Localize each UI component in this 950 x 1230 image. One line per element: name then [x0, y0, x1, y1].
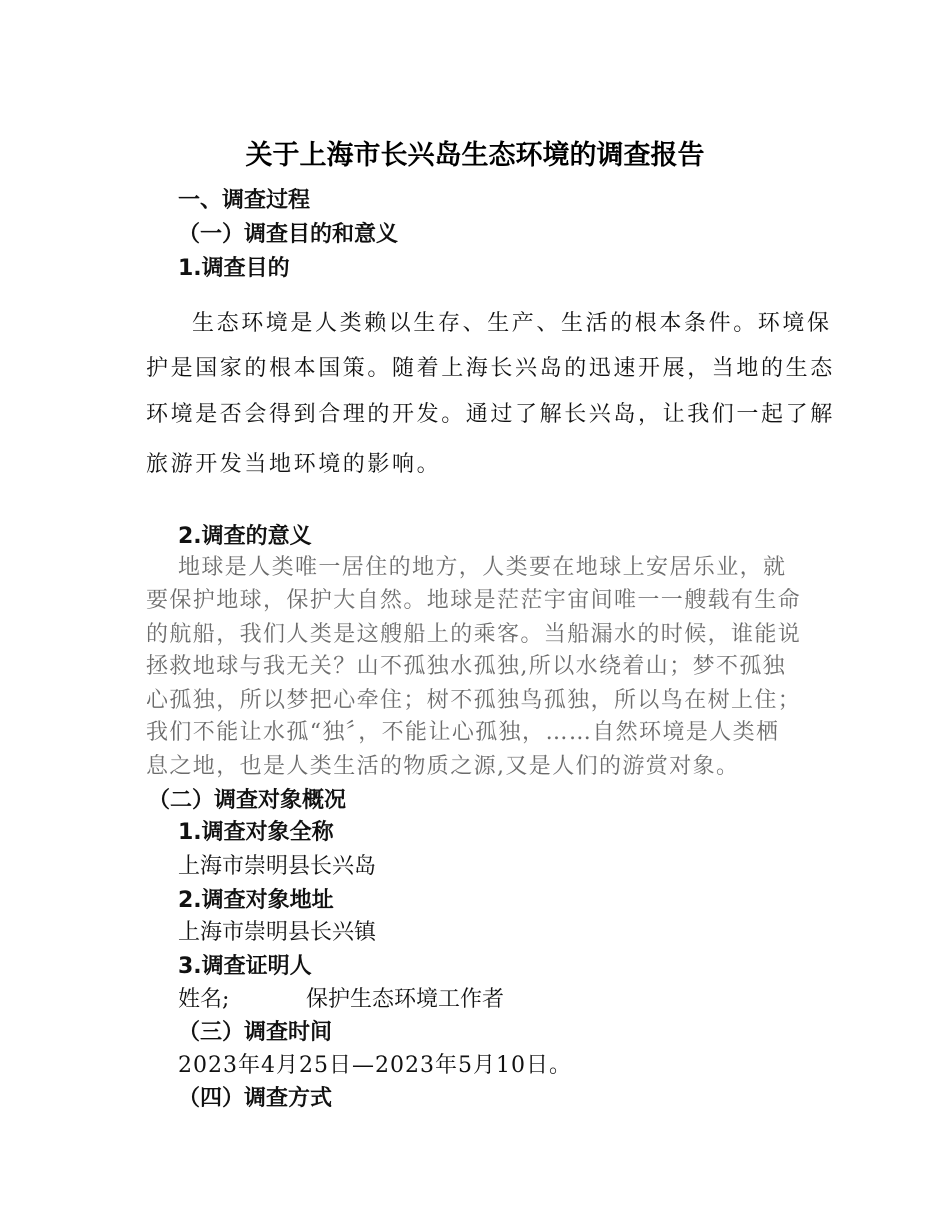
item-heading-fullname: 1.调查对象全称 — [178, 820, 334, 845]
paragraph-line: 环境是否会得到合理的开发。通过了解长兴岛，让我们一起了解 — [146, 402, 835, 427]
subsection-heading-overview: （二）调查对象概况 — [148, 788, 347, 813]
item-value-address: 上海市崇明县长兴镇 — [178, 920, 377, 945]
paragraph-line: 要保护地球，保护大自然。地球是茫茫宇宙间唯一一艘载有生命 — [146, 588, 802, 613]
item-heading-address: 2.调查对象地址 — [178, 888, 334, 913]
document-title: 关于上海市长兴岛生态环境的调查报告 — [245, 140, 705, 171]
subsection-heading-method: （四）调查方式 — [178, 1086, 333, 1111]
paragraph-line: 地球是人类唯一居住的地方，人类要在地球上安居乐业，就 — [178, 555, 787, 580]
paragraph-line: 的航船，我们人类是这艘船上的乘客。当船漏水的时候，谁能说 — [146, 622, 802, 647]
paragraph-line: 生态环境是人类赖以生存、生产、生活的根本条件。环境保 — [192, 311, 832, 336]
witness-name-label: 姓名; — [178, 987, 230, 1012]
item-value-fullname: 上海市崇明县长兴岛 — [178, 854, 377, 879]
item-heading-purpose: 1.调查目的 — [178, 256, 290, 281]
paragraph-line: 我们不能让水孤“独〞，不能让心孤独，……自然环境是人类栖 — [146, 720, 780, 745]
paragraph-line: 心孤独，所以梦把心牵住；树不孤独鸟孤独，所以鸟在树上住； — [146, 688, 802, 713]
section-heading-process: 一、调查过程 — [178, 188, 311, 213]
paragraph-line: 息之地，也是人类生活的物质之源,又是人们的游赏对象。 — [146, 754, 740, 779]
item-heading-witness: 3.调查证明人 — [178, 954, 312, 979]
subsection-heading-time: （三）调查时间 — [178, 1020, 333, 1045]
subsection-heading-purpose: （一）调查目的和意义 — [178, 222, 399, 247]
item-heading-significance: 2.调查的意义 — [178, 524, 312, 549]
witness-name-value: 保护生态环境工作者 — [306, 987, 505, 1012]
survey-time-value: 2023年4月25日—2023年5月10日。 — [178, 1053, 572, 1078]
paragraph-line: 拯救地球与我无关？山不孤独水孤独,所以水绕着山；梦不孤独 — [146, 654, 787, 679]
paragraph-line: 旅游开发当地环境的影响。 — [146, 452, 442, 477]
paragraph-line: 护是国家的根本国策。随着上海长兴岛的迅速开展，当地的生态 — [146, 356, 835, 381]
